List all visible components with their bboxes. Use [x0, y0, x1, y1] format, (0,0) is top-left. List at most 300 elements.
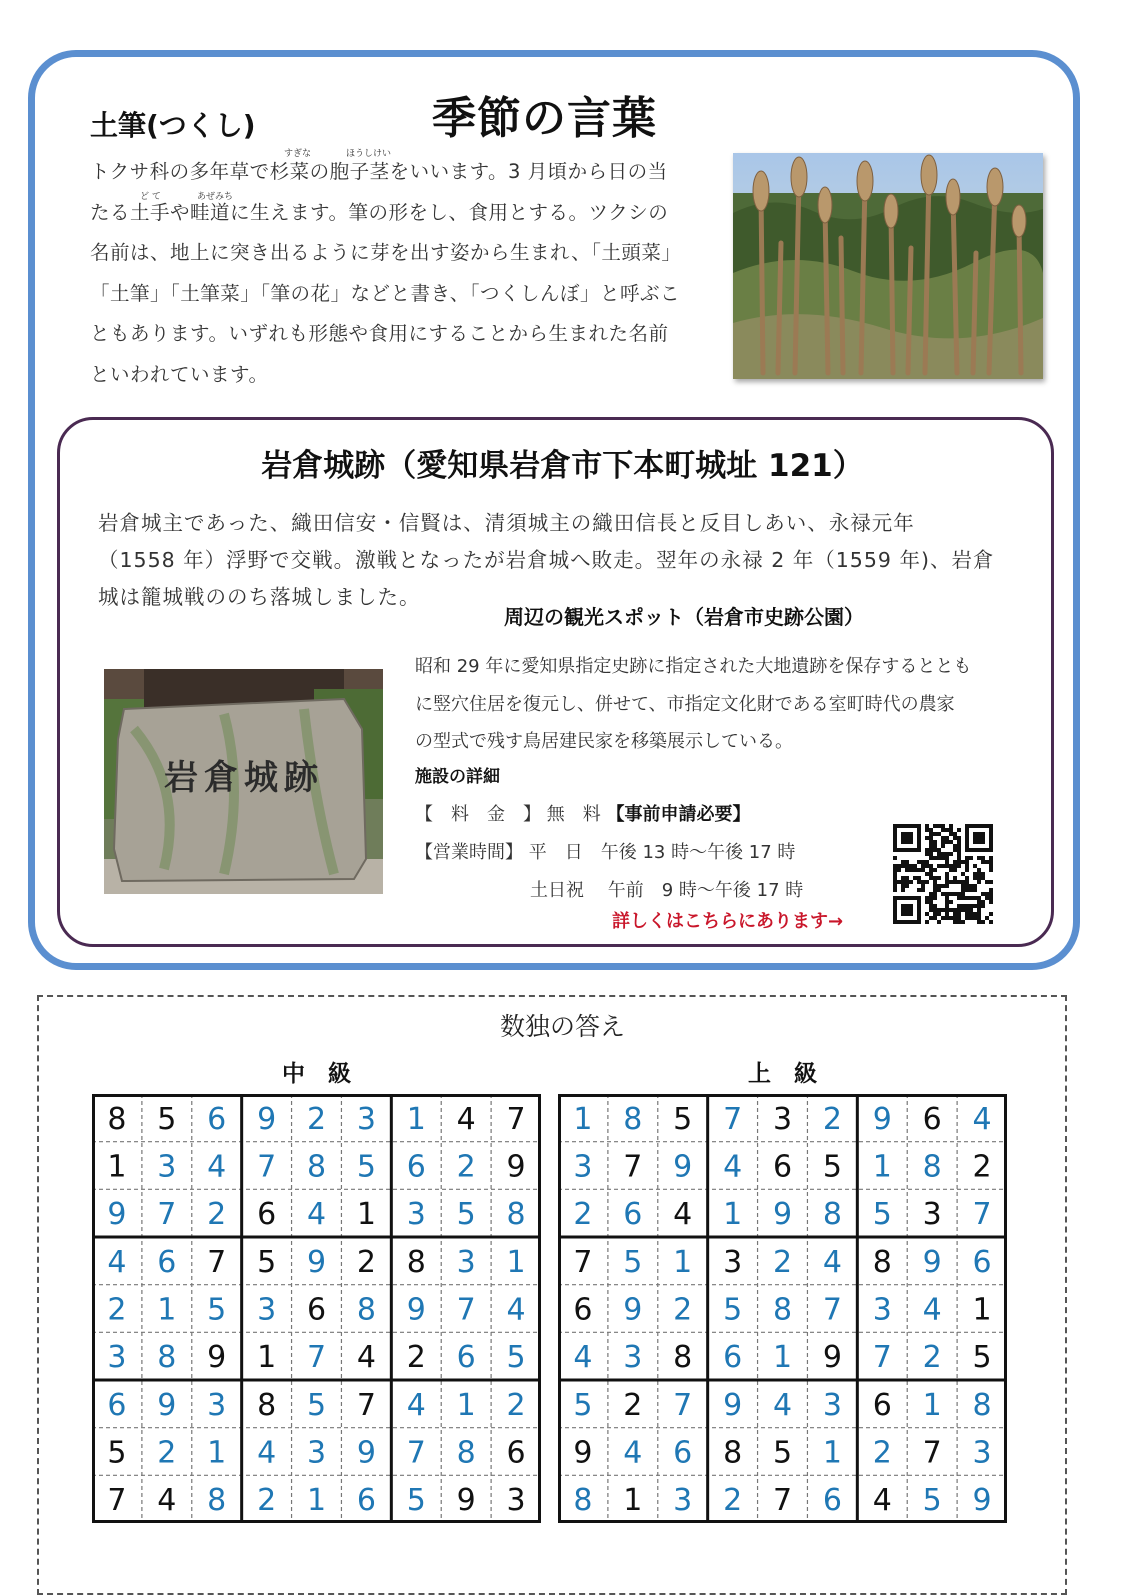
- sudoku-cell: 1: [723, 1197, 743, 1233]
- qr-module: [965, 884, 969, 888]
- qr-module: [981, 920, 985, 924]
- qr-module: [945, 896, 949, 900]
- sudoku-cell: 4: [822, 1244, 842, 1280]
- season-line: トクサ科の多年草で杉菜の胞子茎をいいます。3 月頃から日の当: [90, 160, 668, 183]
- qr-module: [961, 860, 965, 864]
- qr-module: [905, 876, 909, 880]
- qr-module: [893, 872, 897, 876]
- qr-module: [965, 876, 969, 880]
- sudoku-cell: 3: [257, 1292, 277, 1328]
- qr-module: [985, 892, 989, 896]
- sudoku-cell: 3: [506, 1483, 526, 1519]
- qr-module: [921, 860, 925, 864]
- sudoku-cell: 4: [107, 1244, 127, 1280]
- sudoku-cell: 3: [356, 1101, 376, 1137]
- sudoku-cell: 7: [822, 1292, 842, 1328]
- qr-module: [933, 840, 937, 844]
- details-link[interactable]: 詳しくはこちらにあります→: [612, 911, 844, 932]
- sudoku-cell: 5: [306, 1387, 327, 1423]
- sudoku-cell: 7: [772, 1483, 793, 1519]
- sudoku-cell: 3: [772, 1101, 793, 1137]
- sudoku-cell: 3: [822, 1387, 842, 1423]
- sudoku-cell: 4: [772, 1387, 793, 1423]
- sudoku-cell: 3: [573, 1149, 593, 1185]
- qr-module: [933, 868, 937, 872]
- qr-module: [953, 864, 957, 868]
- sudoku-cell: 6: [972, 1244, 992, 1280]
- fee-label: 【 料 金 】: [415, 804, 541, 825]
- qr-module: [945, 876, 949, 880]
- qr-module: [961, 888, 965, 892]
- sudoku-cell: 2: [356, 1244, 376, 1280]
- sudoku-cell: 6: [356, 1483, 376, 1519]
- qr-module: [957, 856, 961, 860]
- qr-module: [945, 900, 949, 904]
- qr-module: [953, 876, 957, 880]
- qr-module: [905, 864, 909, 868]
- sudoku-cell: 7: [673, 1387, 693, 1423]
- sudoku-cell: 8: [872, 1244, 892, 1280]
- season-line: といわれています。: [90, 362, 269, 386]
- season-line: 名前は、地上に突き出るように芽を出す姿から生まれ、「土頭菜」: [90, 241, 682, 264]
- qr-module: [933, 908, 937, 912]
- qr-module: [925, 828, 929, 832]
- qr-module: [973, 896, 977, 900]
- sudoku-cell: 1: [257, 1340, 277, 1376]
- sudoku-cell: 4: [723, 1149, 743, 1185]
- qr-module: [901, 876, 905, 880]
- sudoku-cell: 7: [922, 1435, 942, 1471]
- sudoku-cell: 6: [306, 1292, 327, 1328]
- sudoku-cell: 3: [456, 1244, 476, 1280]
- qr-module: [977, 876, 981, 880]
- qr-module: [985, 880, 989, 884]
- qr-module: [977, 904, 981, 908]
- qr-module: [981, 892, 985, 896]
- qr-module: [925, 920, 929, 924]
- qr-module: [893, 888, 897, 892]
- qr-module: [973, 888, 977, 892]
- qr-module: [953, 836, 957, 840]
- sudoku-cell: 6: [406, 1149, 426, 1185]
- sudoku-cell: 2: [872, 1435, 892, 1471]
- qr-module: [949, 864, 953, 868]
- sudoku-cell: 3: [306, 1435, 327, 1471]
- qr-finder: [973, 832, 985, 844]
- sudoku-cell: 7: [456, 1292, 476, 1328]
- sudoku-cell: 1: [406, 1101, 426, 1137]
- sudoku-cell: 2: [573, 1197, 593, 1233]
- qr-module: [957, 836, 961, 840]
- qr-module: [969, 916, 973, 920]
- sudoku-cell: 8: [972, 1387, 992, 1423]
- hours-line-weekday: [415, 838, 795, 864]
- qr-module: [989, 864, 993, 868]
- qr-module: [921, 888, 925, 892]
- qr-module: [977, 872, 981, 876]
- qr-module: [965, 916, 969, 920]
- qr-module: [893, 868, 897, 872]
- sudoku-cell: 7: [723, 1101, 743, 1137]
- sudoku-cell: 4: [306, 1197, 327, 1233]
- qr-module: [973, 904, 977, 908]
- sudoku-cell: 3: [972, 1435, 992, 1471]
- sudoku-cell: 5: [772, 1435, 793, 1471]
- sudoku-cell: 3: [623, 1340, 643, 1376]
- sudoku-cell: 6: [207, 1101, 227, 1137]
- spot-title: 周辺の観光スポット（岩倉市史跡公園）: [504, 605, 864, 629]
- qr-module: [965, 908, 969, 912]
- qr-module: [933, 916, 937, 920]
- qr-module: [961, 896, 965, 900]
- sudoku-cell: 5: [356, 1149, 376, 1185]
- qr-module: [937, 884, 941, 888]
- sudoku-cell: 1: [207, 1435, 227, 1471]
- qr-module: [949, 824, 953, 828]
- qr-module: [989, 920, 993, 924]
- qr-module: [957, 892, 961, 896]
- qr-module: [941, 836, 945, 840]
- sudoku-cell: 4: [623, 1435, 643, 1471]
- qr-module: [977, 880, 981, 884]
- sudoku-cell: 5: [406, 1483, 426, 1519]
- hours-label: 【営業時間】: [415, 842, 523, 863]
- sudoku-cell: 3: [673, 1483, 693, 1519]
- qr-module: [933, 848, 937, 852]
- qr-module: [981, 872, 985, 876]
- spot-line: に竪穴住居を復元し、併せて、市指定文化財である室町時代の農家: [415, 693, 955, 715]
- qr-module: [941, 840, 945, 844]
- season-word: 土筆(つくし): [90, 109, 256, 142]
- sudoku-cell: 5: [573, 1387, 593, 1423]
- qr-module: [969, 912, 973, 916]
- season-title: 季節の言葉: [432, 93, 657, 144]
- sudoku-cell: 9: [623, 1292, 643, 1328]
- qr-module: [929, 840, 933, 844]
- sudoku-cell: 4: [922, 1292, 942, 1328]
- qr-module: [949, 900, 953, 904]
- qr-module: [893, 856, 897, 860]
- qr-module: [953, 868, 957, 872]
- qr-module: [953, 832, 957, 836]
- qr-module: [917, 880, 921, 884]
- sudoku-cell: 4: [506, 1292, 526, 1328]
- qr-module: [917, 860, 921, 864]
- sudoku-cell: 6: [157, 1244, 177, 1280]
- sudoku-cell: 9: [306, 1244, 327, 1280]
- qr-module: [921, 880, 925, 884]
- qr-module: [929, 848, 933, 852]
- sudoku-cell: 8: [673, 1340, 693, 1376]
- qr-module: [933, 856, 937, 860]
- qr-module: [949, 832, 953, 836]
- sudoku-cell: 5: [257, 1244, 277, 1280]
- sudoku-cell: 6: [623, 1197, 643, 1233]
- sudoku-cell: 1: [456, 1387, 476, 1423]
- qr-module: [961, 904, 965, 908]
- qr-module: [929, 904, 933, 908]
- qr-module: [973, 912, 977, 916]
- qr-module: [941, 828, 945, 832]
- sudoku-cell: 9: [772, 1197, 793, 1233]
- qr-module: [905, 880, 909, 884]
- sudoku-cell: 6: [723, 1340, 743, 1376]
- qr-module: [929, 876, 933, 880]
- sudoku-cell: 6: [822, 1483, 842, 1519]
- sudoku-cell: 2: [157, 1435, 177, 1471]
- qr-code[interactable]: [893, 824, 993, 924]
- qr-module: [977, 912, 981, 916]
- qr-module: [957, 896, 961, 900]
- qr-module: [937, 876, 941, 880]
- qr-module: [945, 904, 949, 908]
- qr-module: [941, 908, 945, 912]
- castle-line: 城は籠城戦ののち落城しました。: [98, 585, 421, 609]
- qr-module: [929, 856, 933, 860]
- sudoku-cell: 2: [772, 1244, 793, 1280]
- qr-module: [925, 880, 929, 884]
- qr-module: [969, 904, 973, 908]
- qr-module: [957, 908, 961, 912]
- qr-module: [925, 848, 929, 852]
- qr-module: [953, 892, 957, 896]
- qr-module: [937, 848, 941, 852]
- season-line: 「土筆」「土筆菜」「筆の花」などと書き、「つくしんぼ」と呼ぶこ: [90, 281, 680, 305]
- sudoku-cell: 1: [306, 1483, 327, 1519]
- qr-module: [977, 916, 981, 920]
- season-line: たる土手や畦道に生えます。筆の形をし、食用とする。ツクシの: [90, 200, 669, 224]
- sudoku-cell: 9: [723, 1387, 743, 1423]
- qr-module: [953, 912, 957, 916]
- qr-module: [929, 828, 933, 832]
- sudoku-cell: 1: [356, 1197, 376, 1233]
- qr-module: [937, 888, 941, 892]
- qr-finder: [901, 904, 913, 916]
- sudoku-cell: 6: [506, 1435, 526, 1471]
- qr-module: [893, 864, 897, 868]
- qr-finder: [901, 832, 913, 844]
- season-line: ともあります。いずれも形態や食用にすることから生まれた名前: [90, 322, 669, 345]
- qr-module: [977, 900, 981, 904]
- sudoku-cell: 2: [257, 1483, 277, 1519]
- sudoku-cell: 8: [406, 1244, 426, 1280]
- qr-module: [941, 892, 945, 896]
- qr-module: [901, 884, 905, 888]
- qr-module: [953, 908, 957, 912]
- qr-module: [953, 848, 957, 852]
- qr-module: [893, 880, 897, 884]
- tsukushi-photo: [733, 153, 1043, 379]
- sudoku-cell: 8: [107, 1101, 127, 1137]
- castle-title: 岩倉城跡（愛知県岩倉市下本町城址 121）: [261, 448, 864, 484]
- qr-module: [969, 908, 973, 912]
- qr-module: [929, 896, 933, 900]
- sudoku-cell: 9: [673, 1149, 693, 1185]
- sudoku-cell: 2: [107, 1292, 127, 1328]
- qr-module: [925, 824, 929, 828]
- qr-module: [981, 876, 985, 880]
- qr-module: [941, 884, 945, 888]
- season-description: [90, 152, 710, 395]
- sudoku-cell: 8: [356, 1292, 376, 1328]
- qr-module: [957, 840, 961, 844]
- castle-stone-inscription: 岩倉城跡: [164, 758, 324, 798]
- qr-module: [925, 896, 929, 900]
- qr-module: [969, 856, 973, 860]
- qr-module: [973, 864, 977, 868]
- sudoku-cell: 4: [356, 1340, 376, 1376]
- qr-module: [965, 904, 969, 908]
- qr-module: [929, 852, 933, 856]
- sudoku-cell: 1: [623, 1483, 643, 1519]
- hours-weekend: 土日祝 午前 9 時～午後 17 時: [530, 880, 804, 901]
- qr-module: [921, 884, 925, 888]
- qr-module: [961, 920, 965, 924]
- sudoku-cell: 5: [822, 1149, 842, 1185]
- qr-module: [917, 888, 921, 892]
- qr-module: [937, 824, 941, 828]
- sudoku-cell: 1: [673, 1244, 693, 1280]
- qr-module: [965, 888, 969, 892]
- qr-module: [965, 912, 969, 916]
- qr-module: [981, 900, 985, 904]
- sudoku-cell: 2: [207, 1197, 227, 1233]
- furigana-sugina: すぎな: [284, 149, 312, 159]
- sudoku-cell: 2: [623, 1387, 643, 1423]
- sudoku-cell: 9: [506, 1149, 526, 1185]
- sudoku-cell: 3: [406, 1197, 426, 1233]
- sudoku-cell: 1: [107, 1149, 127, 1185]
- qr-module: [933, 904, 937, 908]
- qr-module: [981, 856, 985, 860]
- sudoku-cell: 1: [157, 1292, 177, 1328]
- qr-module: [933, 888, 937, 892]
- qr-module: [909, 864, 913, 868]
- sudoku-cell: 8: [723, 1435, 743, 1471]
- sudoku-cell: 5: [157, 1101, 177, 1137]
- sudoku-cell: 4: [573, 1340, 593, 1376]
- qr-module: [905, 868, 909, 872]
- sudoku-cell: 4: [456, 1101, 476, 1137]
- qr-module: [929, 892, 933, 896]
- sudoku-cell: 2: [723, 1483, 743, 1519]
- qr-module: [989, 896, 993, 900]
- qr-module: [949, 892, 953, 896]
- qr-module: [893, 876, 897, 880]
- qr-module: [981, 860, 985, 864]
- qr-module: [965, 860, 969, 864]
- sudoku-cell: 4: [257, 1435, 277, 1471]
- qr-module: [925, 912, 929, 916]
- fee-value: 無 料: [546, 804, 601, 825]
- qr-module: [969, 884, 973, 888]
- qr-module: [909, 880, 913, 884]
- qr-module: [949, 908, 953, 912]
- qr-module: [945, 852, 949, 856]
- qr-module: [945, 872, 949, 876]
- qr-module: [957, 860, 961, 864]
- sudoku-cell: 2: [972, 1149, 992, 1185]
- qr-module: [917, 876, 921, 880]
- qr-module: [989, 912, 993, 916]
- qr-module: [913, 876, 917, 880]
- qr-module: [929, 868, 933, 872]
- qr-module: [973, 884, 977, 888]
- qr-module: [957, 864, 961, 868]
- sudoku-cell: 8: [506, 1197, 526, 1233]
- qr-module: [929, 908, 933, 912]
- qr-module: [961, 892, 965, 896]
- qr-module: [945, 864, 949, 868]
- sudoku-cell: 8: [257, 1387, 277, 1423]
- qr-module: [953, 916, 957, 920]
- qr-module: [949, 828, 953, 832]
- sudoku-cell: 6: [257, 1197, 277, 1233]
- sudoku-cell: 5: [872, 1197, 892, 1233]
- qr-module: [901, 864, 905, 868]
- sudoku-cell: 2: [673, 1292, 693, 1328]
- qr-module: [973, 916, 977, 920]
- sudoku-cell: 6: [772, 1149, 793, 1185]
- sudoku-cell: 8: [623, 1101, 643, 1137]
- qr-module: [957, 880, 961, 884]
- qr-module: [925, 852, 929, 856]
- sudoku-cell: 9: [356, 1435, 376, 1471]
- qr-module: [945, 856, 949, 860]
- qr-module: [989, 892, 993, 896]
- qr-module: [949, 852, 953, 856]
- qr-module: [969, 888, 973, 892]
- grid-label-intermediate: 中 級: [282, 1061, 351, 1087]
- qr-module: [961, 884, 965, 888]
- qr-module: [901, 860, 905, 864]
- qr-module: [945, 912, 949, 916]
- qr-module: [957, 848, 961, 852]
- sudoku-cell: 8: [922, 1149, 942, 1185]
- furigana-azemichi: あぜみち: [197, 192, 234, 202]
- qr-module: [909, 868, 913, 872]
- qr-module: [977, 868, 981, 872]
- qr-module: [941, 852, 945, 856]
- qr-module: [945, 828, 949, 832]
- sudoku-cell: 7: [406, 1435, 426, 1471]
- qr-module: [945, 860, 949, 864]
- sudoku-cell: 7: [157, 1197, 177, 1233]
- sudoku-title: 数独の答え: [499, 1012, 625, 1041]
- qr-module: [921, 868, 925, 872]
- sudoku-cell: 6: [573, 1292, 593, 1328]
- qr-module: [933, 896, 937, 900]
- sudoku-cell: 7: [872, 1340, 892, 1376]
- qr-module: [989, 860, 993, 864]
- sudoku-cell: 7: [356, 1387, 376, 1423]
- sudoku-cell: 9: [872, 1101, 892, 1137]
- sudoku-cell: 5: [207, 1292, 227, 1328]
- qr-module: [921, 864, 925, 868]
- qr-module: [985, 896, 989, 900]
- qr-module: [929, 872, 933, 876]
- qr-module: [933, 832, 937, 836]
- sudoku-cell: 5: [922, 1483, 942, 1519]
- sudoku-cell: 6: [673, 1435, 693, 1471]
- sudoku-cell: 4: [972, 1101, 992, 1137]
- qr-module: [977, 908, 981, 912]
- qr-module: [957, 916, 961, 920]
- qr-module: [945, 880, 949, 884]
- qr-module: [933, 912, 937, 916]
- sudoku-cell: 1: [872, 1149, 892, 1185]
- sudoku-cell: 1: [972, 1292, 992, 1328]
